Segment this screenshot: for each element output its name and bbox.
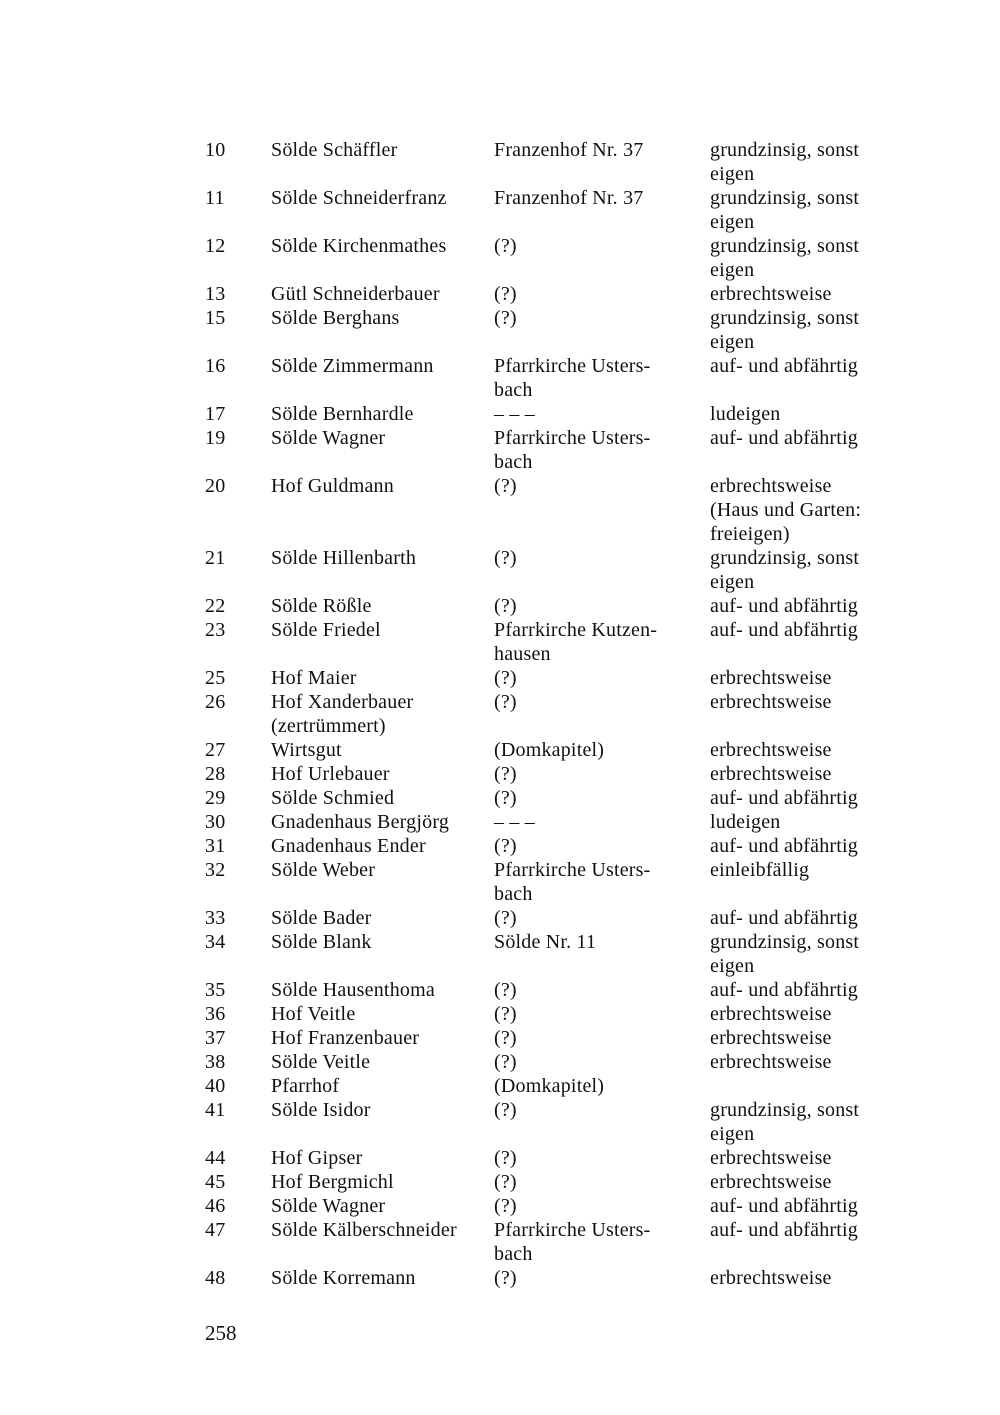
property-name: Gnadenhaus Bergjörg [271, 811, 450, 833]
property-name: Gütl Schneiderbauer [271, 283, 440, 305]
property-status: grundzinsig, sonst eigen [710, 931, 860, 977]
table-row [0, 1146, 1000, 1170]
table-row [0, 858, 1000, 906]
property-status: einleibfällig [710, 859, 810, 881]
property-owner: Sölde Nr. 11 [494, 931, 597, 953]
property-name: Hof Bergmichl [271, 1171, 394, 1193]
property-name: Sölde Isidor [271, 1099, 371, 1121]
property-owner: (?) [494, 1051, 517, 1073]
property-number: 32 [205, 859, 226, 881]
property-owner: Pfarrkirche Usters- bach [494, 427, 651, 473]
table-row [0, 474, 1000, 546]
property-number: 21 [205, 547, 226, 569]
property-number: 29 [205, 787, 226, 809]
property-number: 27 [205, 739, 226, 761]
property-owner: (?) [494, 763, 517, 785]
property-owner: (?) [494, 1195, 517, 1217]
property-status: grundzinsig, sonst eigen [710, 1099, 860, 1145]
property-status: erbrechtsweise [710, 667, 832, 689]
property-owner: (?) [494, 595, 517, 617]
property-status: auf- und abfährtig [710, 907, 858, 929]
property-number: 45 [205, 1171, 226, 1193]
property-status: erbrechtsweise [710, 283, 832, 305]
property-number: 48 [205, 1267, 226, 1289]
property-owner: (?) [494, 307, 517, 329]
property-name: Sölde Weber [271, 859, 376, 881]
property-owner: (?) [494, 1171, 517, 1193]
property-owner: (?) [494, 475, 517, 497]
property-number: 47 [205, 1219, 226, 1241]
property-name: Gnadenhaus Ender [271, 835, 426, 857]
table-row [0, 402, 1000, 426]
property-status: grundzinsig, sonst eigen [710, 547, 860, 593]
property-number: 46 [205, 1195, 226, 1217]
table-row [0, 1074, 1000, 1098]
property-number: 12 [205, 235, 226, 257]
property-name: Hof Franzenbauer [271, 1027, 420, 1049]
property-name: Sölde Bader [271, 907, 372, 929]
property-owner: – – – [494, 811, 535, 833]
property-number: 37 [205, 1027, 226, 1049]
property-number: 28 [205, 763, 226, 785]
property-name: Hof Veitle [271, 1003, 356, 1025]
property-status: auf- und abfährtig [710, 355, 858, 377]
property-owner: Franzenhof Nr. 37 [494, 139, 644, 161]
property-name: Sölde Berghans [271, 307, 400, 329]
property-name: Sölde Schmied [271, 787, 395, 809]
property-status: erbrechtsweise [710, 1051, 832, 1073]
table-row [0, 1050, 1000, 1074]
table-row [0, 1026, 1000, 1050]
property-name: Hof Gipser [271, 1147, 363, 1169]
table-row [0, 1170, 1000, 1194]
table-row [0, 786, 1000, 810]
property-name: Sölde Veitle [271, 1051, 371, 1073]
table-row [0, 1002, 1000, 1026]
property-name: Wirtsgut [271, 739, 342, 761]
property-status: grundzinsig, sonst eigen [710, 187, 860, 233]
table-row [0, 618, 1000, 666]
property-status: auf- und abfährtig [710, 427, 858, 449]
property-owner: – – – [494, 403, 535, 425]
property-name: Sölde Schäffler [271, 139, 398, 161]
property-name: Pfarrhof [271, 1075, 340, 1097]
property-owner: (Domkapitel) [494, 1075, 605, 1097]
table-row [0, 834, 1000, 858]
property-table [0, 138, 1000, 1290]
property-owner: (?) [494, 1027, 517, 1049]
property-name: Sölde Schneiderfranz [271, 187, 447, 209]
property-status: auf- und abfährtig [710, 835, 858, 857]
property-status: erbrechtsweise [710, 1267, 832, 1289]
property-number: 44 [205, 1147, 226, 1169]
property-status: erbrechtsweise [710, 739, 832, 761]
property-status: auf- und abfährtig [710, 1195, 858, 1217]
property-owner: (?) [494, 691, 517, 713]
property-owner: (?) [494, 1267, 517, 1289]
property-status: grundzinsig, sonst eigen [710, 307, 860, 353]
property-number: 16 [205, 355, 226, 377]
property-status: auf- und abfährtig [710, 595, 858, 617]
property-number: 13 [205, 283, 226, 305]
property-number: 40 [205, 1075, 226, 1097]
property-owner: (?) [494, 547, 517, 569]
property-owner: (?) [494, 835, 517, 857]
property-owner: (Domkapitel) [494, 739, 605, 761]
property-status: erbrechtsweise (Haus und Garten: freieigen) [710, 475, 862, 545]
property-owner: Pfarrkirche Usters- bach [494, 355, 651, 401]
property-owner: (?) [494, 907, 517, 929]
page-number: 258 [205, 1321, 237, 1345]
property-name: Sölde Wagner [271, 1195, 386, 1217]
table-row [0, 354, 1000, 402]
property-name: Sölde Korremann [271, 1267, 416, 1289]
property-name: Hof Xanderbauer (zertrümmert) [271, 691, 414, 737]
property-number: 36 [205, 1003, 226, 1025]
property-number: 22 [205, 595, 226, 617]
property-status: auf- und abfährtig [710, 979, 858, 1001]
property-status: grundzinsig, sonst eigen [710, 139, 860, 185]
table-row [0, 810, 1000, 834]
property-owner: (?) [494, 979, 517, 1001]
property-number: 17 [205, 403, 226, 425]
table-row [0, 666, 1000, 690]
property-owner: (?) [494, 1003, 517, 1025]
property-name: Hof Maier [271, 667, 357, 689]
property-number: 23 [205, 619, 226, 641]
table-row [0, 906, 1000, 930]
property-status: erbrechtsweise [710, 1003, 832, 1025]
table-row [0, 594, 1000, 618]
table-row [0, 138, 1000, 186]
property-owner: Pfarrkirche Usters- bach [494, 859, 651, 905]
property-owner: (?) [494, 1099, 517, 1121]
property-name: Sölde Friedel [271, 619, 381, 641]
property-status: erbrechtsweise [710, 1147, 832, 1169]
property-owner: (?) [494, 667, 517, 689]
property-number: 38 [205, 1051, 226, 1073]
property-status: grundzinsig, sonst eigen [710, 235, 860, 281]
table-row [0, 690, 1000, 738]
property-owner: (?) [494, 235, 517, 257]
property-number: 30 [205, 811, 226, 833]
table-row [0, 978, 1000, 1002]
property-number: 26 [205, 691, 226, 713]
property-status: erbrechtsweise [710, 1171, 832, 1193]
property-owner: Pfarrkirche Usters- bach [494, 1219, 651, 1265]
property-number: 34 [205, 931, 226, 953]
table-row [0, 1098, 1000, 1146]
table-row [0, 546, 1000, 594]
table-row [0, 738, 1000, 762]
property-number: 25 [205, 667, 226, 689]
property-status: auf- und abfährtig [710, 1219, 858, 1241]
property-name: Hof Urlebauer [271, 763, 390, 785]
property-name: Sölde Hausenthoma [271, 979, 435, 1001]
property-number: 20 [205, 475, 226, 497]
property-number: 31 [205, 835, 226, 857]
property-number: 33 [205, 907, 226, 929]
property-status: auf- und abfährtig [710, 619, 858, 641]
property-number: 11 [205, 187, 225, 209]
property-owner: (?) [494, 283, 517, 305]
property-name: Sölde Hillenbarth [271, 547, 417, 569]
property-name: Hof Guldmann [271, 475, 394, 497]
property-status: auf- und abfährtig [710, 787, 858, 809]
property-name: Sölde Blank [271, 931, 372, 953]
property-owner: Pfarrkirche Kutzen- hausen [494, 619, 658, 665]
table-row [0, 1194, 1000, 1218]
property-name: Sölde Kirchenmathes [271, 235, 447, 257]
property-status: ludeigen [710, 811, 781, 833]
property-owner: (?) [494, 787, 517, 809]
property-status: erbrechtsweise [710, 763, 832, 785]
property-status: ludeigen [710, 403, 781, 425]
property-status: erbrechtsweise [710, 1027, 832, 1049]
property-name: Sölde Zimmermann [271, 355, 434, 377]
table-row [0, 930, 1000, 978]
table-row [0, 234, 1000, 282]
property-name: Sölde Kälberschneider [271, 1219, 457, 1241]
property-owner: (?) [494, 1147, 517, 1169]
property-status: erbrechtsweise [710, 691, 832, 713]
table-row [0, 306, 1000, 354]
property-number: 10 [205, 139, 226, 161]
table-row [0, 1266, 1000, 1290]
property-number: 19 [205, 427, 226, 449]
property-name: Sölde Wagner [271, 427, 386, 449]
property-number: 41 [205, 1099, 226, 1121]
table-row [0, 1218, 1000, 1266]
table-row [0, 426, 1000, 474]
property-name: Sölde Rößle [271, 595, 372, 617]
table-row [0, 186, 1000, 234]
property-owner: Franzenhof Nr. 37 [494, 187, 644, 209]
property-name: Sölde Bernhardle [271, 403, 414, 425]
table-row [0, 282, 1000, 306]
table-row [0, 762, 1000, 786]
property-number: 35 [205, 979, 226, 1001]
property-number: 15 [205, 307, 226, 329]
